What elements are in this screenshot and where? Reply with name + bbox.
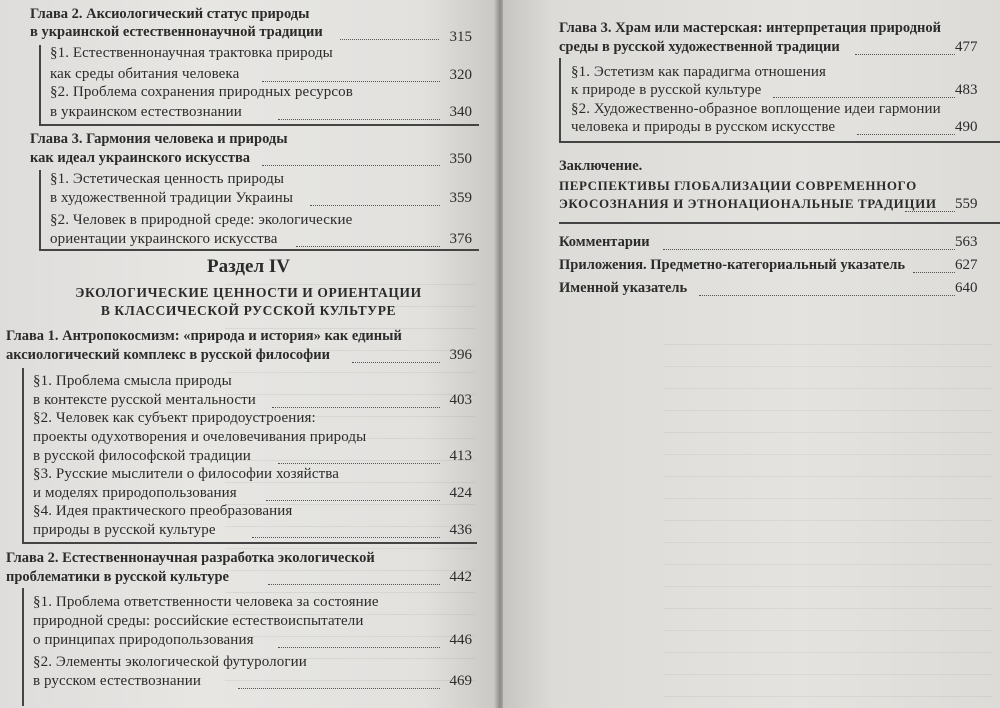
bleed-through-texture	[663, 330, 993, 700]
dot-leader	[905, 211, 955, 212]
dot-leader	[310, 205, 440, 206]
page-number: 350	[449, 151, 472, 167]
page-number: 559	[955, 196, 978, 212]
section-bracket	[22, 368, 24, 543]
dot-leader	[855, 54, 955, 55]
section-title-cont: в контексте русской ментальности	[33, 392, 256, 408]
divider-line	[22, 542, 477, 544]
section-title: §2. Человек как субъект природоустроения:	[33, 410, 316, 426]
right-page	[503, 0, 1000, 708]
section-title-cont: в русской философской традиции	[33, 448, 251, 464]
page-number: 315	[449, 29, 472, 45]
conclusion-title-cont: ЭКОСОЗНАНИЯ И ЭТНОНАЦИОНАЛЬНЫЕ ТРАДИЦИИ	[559, 196, 937, 211]
dot-leader	[296, 246, 440, 247]
section-title: §1. Естественнонаучная трактовка природы	[50, 45, 333, 61]
dot-leader	[340, 39, 439, 40]
page-number: 446	[449, 632, 472, 648]
divider-line	[39, 124, 479, 126]
page-number: 320	[449, 67, 472, 83]
dot-leader	[268, 584, 440, 585]
page-number: 424	[449, 485, 472, 501]
chapter-title: Глава 3. Храм или мастерская: интерпретация природной	[559, 20, 942, 36]
section-title-cont: в художественной традиции Украины	[50, 190, 294, 206]
dot-leader	[857, 134, 955, 135]
section-title: §1. Эстетизм как парадигма отношения	[571, 64, 826, 80]
conclusion-title: ПЕРСПЕКТИВЫ ГЛОБАЛИЗАЦИИ СОВРЕМЕННОГО	[559, 178, 917, 193]
section-title: §1. Проблема ответственности человека за состояние	[33, 594, 379, 610]
part-title: ЭКОЛОГИЧЕСКИЕ ЦЕННОСТИ И ОРИЕНТАЦИИ	[75, 285, 422, 300]
page-number: 469	[449, 673, 472, 689]
section-title-cont: природы в русской культуре	[33, 522, 216, 538]
page-number: 490	[955, 119, 978, 135]
dot-leader	[262, 165, 440, 166]
chapter-title: Глава 2. Естественнонаучная разработка экологической	[6, 550, 375, 566]
page-number: 563	[955, 234, 978, 250]
chapter-title-cont: среды в русской художественной традиции	[559, 39, 840, 55]
dot-leader	[913, 272, 955, 273]
comments-label: Комментарии	[559, 234, 650, 250]
chapter-title: Глава 2. Аксиологический статус природы	[30, 6, 310, 22]
page-number: 340	[449, 104, 472, 120]
dot-leader	[272, 407, 440, 408]
left-page	[0, 0, 497, 708]
dot-leader	[773, 97, 955, 98]
page-number: 403	[449, 392, 472, 408]
chapter-title-cont: в украинской естественнонаучной традиции	[30, 24, 323, 40]
section-title-cont: в украинском естествознании	[50, 104, 242, 120]
dot-leader	[252, 537, 440, 538]
page-number: 359	[449, 190, 472, 206]
section-bracket	[39, 170, 41, 250]
page-number: 627	[955, 257, 978, 273]
section-bracket	[559, 58, 561, 142]
section-title-cont: о принципах природопользования	[33, 632, 254, 648]
part-title-cont: В КЛАССИЧЕСКОЙ РУССКОЙ КУЛЬТУРЕ	[100, 303, 397, 318]
divider-line	[559, 222, 1000, 224]
page-number: 477	[955, 39, 978, 55]
section-title-cont: природной среды: российские естествоиспытатели	[33, 613, 364, 629]
divider-line	[39, 249, 479, 251]
section-title: §2. Художественно-образное воплощение идеи гармонии	[571, 101, 941, 117]
page-number: 413	[449, 448, 472, 464]
dot-leader	[278, 647, 440, 648]
section-title: §1. Эстетическая ценность природы	[50, 171, 285, 187]
section-title: §1. Проблема смысла природы	[33, 373, 232, 389]
section-bracket	[22, 588, 24, 706]
dot-leader	[352, 362, 440, 363]
section-bracket	[39, 45, 41, 125]
page-number: 376	[449, 231, 472, 247]
section-title-cont: ориентации украинского искусства	[50, 231, 278, 247]
chapter-title: Глава 3. Гармония человека и природы	[30, 131, 288, 147]
page-number: 483	[955, 82, 978, 98]
page-number: 396	[449, 347, 472, 363]
chapter-title-cont: проблематики в русской культуре	[6, 569, 229, 585]
dot-leader	[663, 249, 955, 250]
section-title: §2. Элементы экологической футурологии	[33, 654, 307, 670]
dot-leader	[699, 295, 955, 296]
conclusion-label: Заключение.	[559, 158, 643, 174]
page-number: 436	[449, 522, 472, 538]
section-title: §4. Идея практического преобразования	[33, 503, 293, 519]
section-title: §3. Русские мыслители о философии хозяйства	[33, 466, 339, 482]
page-number: 640	[955, 280, 978, 296]
section-title-cont: человека и природы в русском искусстве	[571, 119, 836, 135]
section-title: §2. Человек в природной среде: экологические	[50, 212, 353, 228]
part-heading: Раздел IV	[207, 256, 290, 277]
chapter-title-cont: аксиологический комплекс в русской философии	[6, 347, 330, 363]
divider-line	[559, 141, 1000, 143]
dot-leader	[278, 463, 440, 464]
section-title-cont: в русском естествознании	[33, 673, 201, 689]
dot-leader	[238, 688, 440, 689]
dot-leader	[266, 500, 440, 501]
page-number: 442	[449, 569, 472, 585]
dot-leader	[278, 119, 440, 120]
section-title-cont: как среды обитания человека	[50, 66, 240, 82]
section-title-cont: проекты одухотворения и очеловечивания природы	[33, 429, 367, 445]
dot-leader	[262, 81, 440, 82]
section-title: §2. Проблема сохранения природных ресурсов	[50, 84, 353, 100]
section-title-cont: к природе в русской культуре	[571, 82, 762, 98]
appendix-label: Приложения. Предметно-категориальный указатель	[559, 257, 906, 273]
section-title-cont: и моделях природопользования	[33, 485, 237, 501]
chapter-title: Глава 1. Антропокосмизм: «природа и история» как единый	[6, 328, 402, 344]
chapter-title-cont: как идеал украинского искусства	[30, 150, 251, 166]
name-index-label: Именной указатель	[559, 280, 688, 296]
